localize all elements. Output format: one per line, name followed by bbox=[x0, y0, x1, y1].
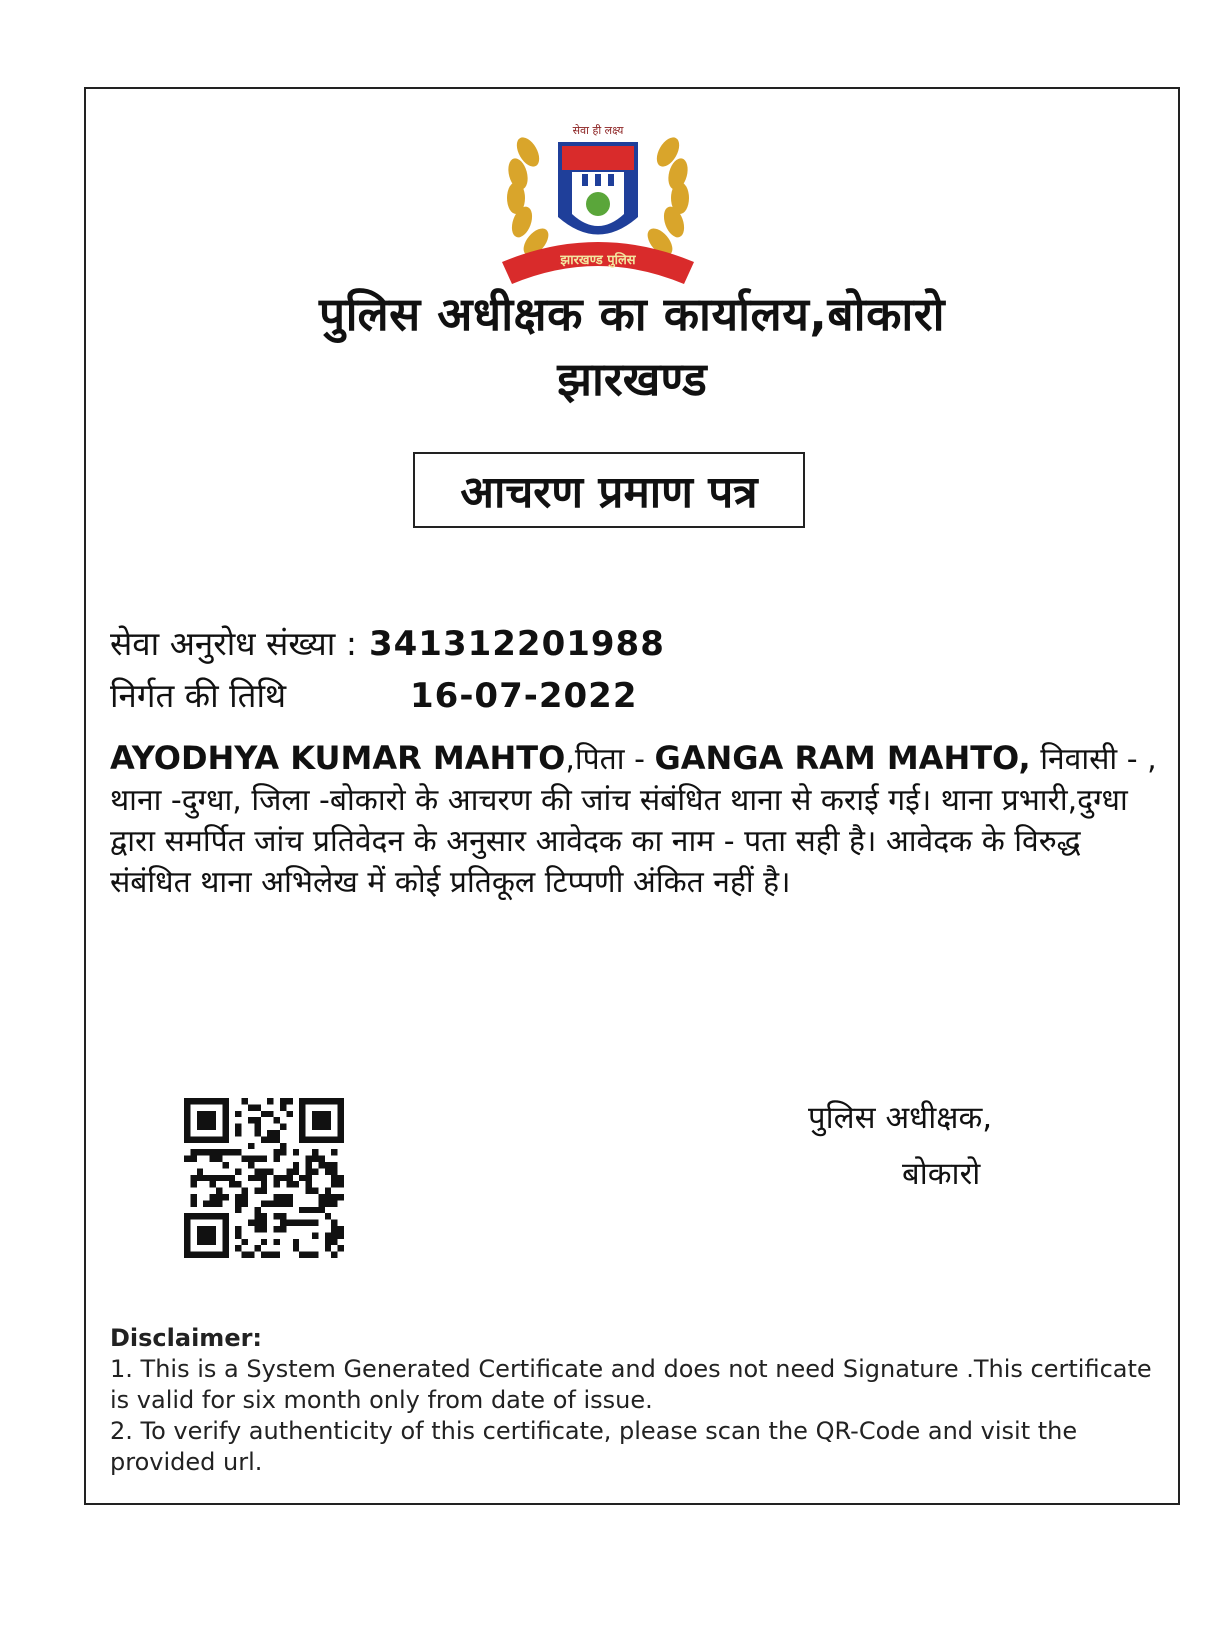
signatory-place: बोकारो bbox=[902, 1156, 981, 1192]
issue-date-label: निर्गत की तिथि bbox=[110, 676, 287, 715]
applicant-name: AYODHYA KUMAR MAHTO bbox=[110, 739, 566, 777]
jharkhand-police-emblem-icon bbox=[488, 112, 708, 292]
service-request-number: 341312201988 bbox=[368, 624, 665, 664]
issue-date-value: 16-07-2022 bbox=[410, 676, 638, 716]
certificate-statement: निवासी - , थाना -दुग्धा, जिला -बोकारो के आचरण की जांच संबंधित थाना से कराई गई। थाना प्रभारी,दुग्धा द्वारा समर्पित जांच प्रतिवेदन के अनुसार आवेदक का नाम - पता सही है। आवेदक के विरुद्ध संबंधित थाना अभिलेख में कोई प्रतिकूल टिप्पणी अंकित नहीं है। bbox=[110, 742, 1157, 900]
certificate-title: आचरण प्रमाण पत्र bbox=[413, 452, 805, 528]
issue-date-row bbox=[110, 672, 637, 717]
certificate-body bbox=[110, 738, 1160, 903]
father-name: GANGA RAM MAHTO, bbox=[654, 739, 1031, 777]
emblem-ribbon-text: झारखण्ड पुलिस bbox=[560, 253, 636, 268]
emblem-motto-text: सेवा ही लक्ष्य bbox=[572, 124, 624, 137]
father-label: ,पिता - bbox=[565, 742, 655, 777]
disclaimer-block bbox=[110, 1323, 1160, 1478]
signatory-designation: पुलिस अधीक्षक, bbox=[808, 1100, 993, 1136]
service-request-row bbox=[110, 620, 665, 665]
disclaimer-point-2: 2. To verify authenticity of this certificate, please scan the QR-Code and visit the provided url. bbox=[110, 1417, 1078, 1476]
verification-qr-code[interactable] bbox=[184, 1098, 344, 1258]
disclaimer-point-1: 1. This is a System Generated Certificate and does not need Signature .This certificate is valid for six month only from date of issue. bbox=[110, 1355, 1152, 1414]
office-title: पुलिस अधीक्षक का कार्यालय,बोकारो bbox=[318, 287, 946, 341]
state-title: झारखण्ड bbox=[557, 352, 707, 406]
signatory-block bbox=[808, 1090, 992, 1202]
disclaimer-title: Disclaimer: bbox=[110, 1324, 263, 1352]
service-request-label: सेवा अनुरोध संख्या : bbox=[110, 624, 357, 663]
